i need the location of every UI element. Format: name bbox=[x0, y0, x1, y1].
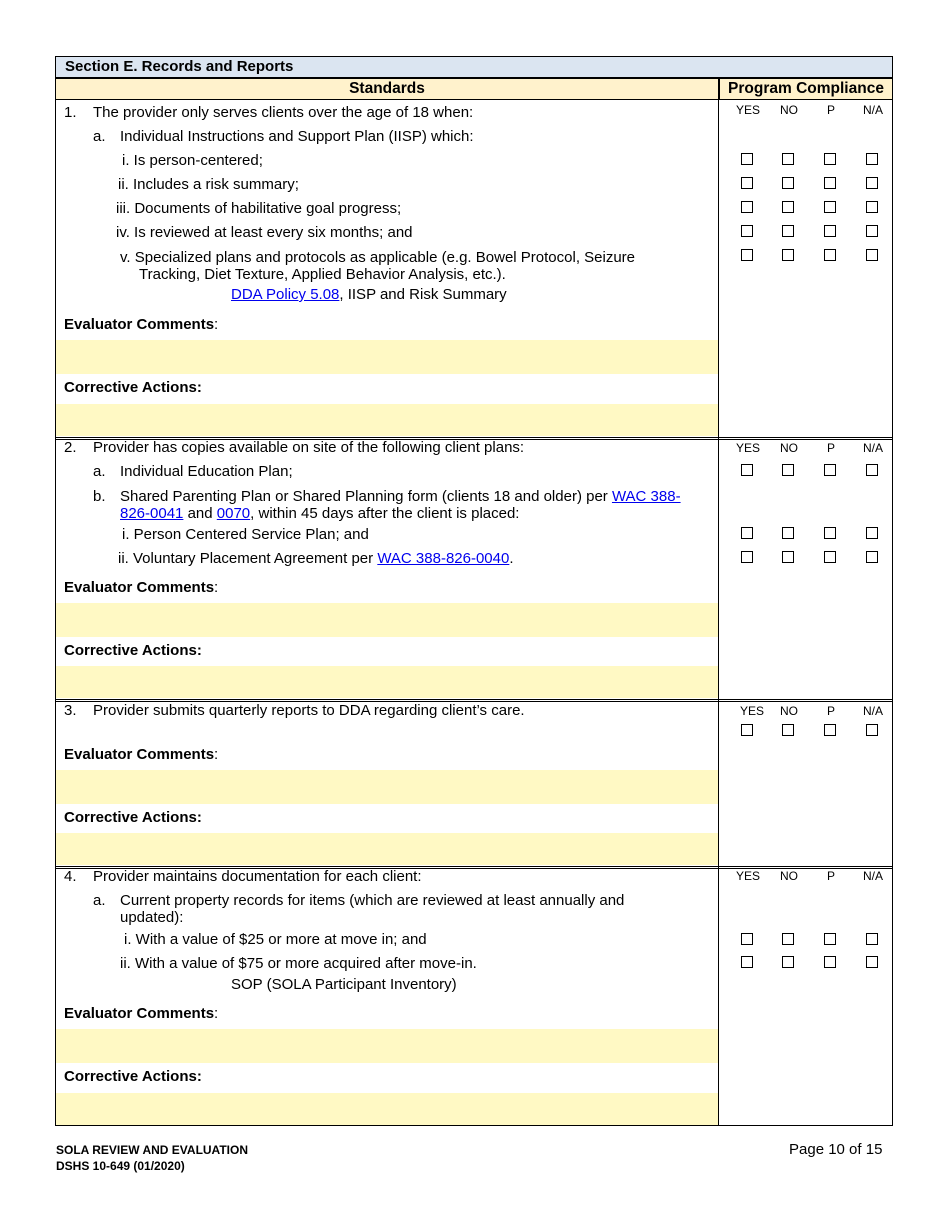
corrective-actions-label-2: Corrective Actions: bbox=[64, 642, 202, 659]
checkbox-1-i-na[interactable] bbox=[866, 153, 878, 165]
checkbox-1-iv-yes[interactable] bbox=[741, 225, 753, 237]
checkbox-1-ii-yes[interactable] bbox=[741, 177, 753, 189]
checkbox-1-v-p[interactable] bbox=[824, 249, 836, 261]
checkbox-2-i-na[interactable] bbox=[866, 527, 878, 539]
item-1a-label: a. bbox=[93, 128, 106, 145]
checkbox-2-ii-yes[interactable] bbox=[741, 551, 753, 563]
checkbox-4-ii-yes[interactable] bbox=[741, 956, 753, 968]
checkbox-4-ii-p[interactable] bbox=[824, 956, 836, 968]
col-p: P bbox=[827, 441, 836, 455]
item-1a-v-line1: v. Specialized plans and protocols as applicable (e.g. Bowel Protocol, Seizure bbox=[120, 249, 636, 266]
item-1a-text: Individual Instructions and Support Plan (IISP) which: bbox=[120, 128, 474, 145]
item-2a-label: a. bbox=[93, 463, 106, 480]
checkbox-3-p[interactable] bbox=[824, 724, 836, 736]
item-2b-label: b. bbox=[93, 488, 106, 505]
checkbox-1-i-yes[interactable] bbox=[741, 153, 753, 165]
corrective-actions-label-1: Corrective Actions: bbox=[64, 379, 202, 396]
footer-form-number: DSHS 10-649 (01/2020) bbox=[56, 1159, 185, 1173]
checkbox-1-iii-p[interactable] bbox=[824, 201, 836, 213]
checkbox-1-iv-p[interactable] bbox=[824, 225, 836, 237]
item-1-text: The provider only serves clients over the age of 18 when: bbox=[93, 104, 474, 121]
checkbox-4-ii-na[interactable] bbox=[866, 956, 878, 968]
item-1a-v-line2: Tracking, Diet Texture, Applied Behavior Analysis, etc.). bbox=[139, 266, 506, 283]
col-yes: YES bbox=[736, 869, 761, 883]
item-2a-text: Individual Education Plan; bbox=[120, 463, 293, 480]
checkbox-2-i-no[interactable] bbox=[782, 527, 794, 539]
evaluator-comments-field-2[interactable] bbox=[56, 603, 718, 637]
corrective-actions-field-2[interactable] bbox=[56, 666, 718, 698]
item-3-number: 3. bbox=[64, 702, 77, 719]
footer-form-title: SOLA REVIEW AND EVALUATION bbox=[56, 1143, 248, 1157]
item-4-reference: SOP (SOLA Participant Inventory) bbox=[231, 976, 457, 993]
item-2-number: 2. bbox=[64, 439, 77, 456]
item-1-number: 1. bbox=[64, 104, 77, 121]
checkbox-1-iii-na[interactable] bbox=[866, 201, 878, 213]
checkbox-1-iii-yes[interactable] bbox=[741, 201, 753, 213]
corrective-actions-field-4[interactable] bbox=[56, 1093, 718, 1125]
item-2-text: Provider has copies available on site of the following client plans: bbox=[93, 439, 525, 456]
col-no: NO bbox=[780, 441, 798, 455]
checkbox-2-a-no[interactable] bbox=[782, 464, 794, 476]
wac-388-826-0040-link[interactable]: WAC 388-826-0040 bbox=[377, 550, 510, 567]
checkbox-4-i-no[interactable] bbox=[782, 933, 794, 945]
corrective-actions-field-1[interactable] bbox=[56, 404, 718, 436]
checkbox-2-i-p[interactable] bbox=[824, 527, 836, 539]
item-2b-line1: Shared Parenting Plan or Shared Planning form (clients 18 and older) per WAC 388- bbox=[120, 488, 681, 505]
page-number: Page 10 of 15 bbox=[789, 1141, 883, 1158]
checkbox-1-ii-no[interactable] bbox=[782, 177, 794, 189]
evaluator-comments-label-2: Evaluator Comments: bbox=[64, 579, 219, 596]
col-no: NO bbox=[780, 869, 798, 883]
checkbox-3-yes[interactable] bbox=[741, 724, 753, 736]
checkbox-1-v-no[interactable] bbox=[782, 249, 794, 261]
checkbox-3-no[interactable] bbox=[782, 724, 794, 736]
item-4a-i: i. With a value of $25 or more at move in; and bbox=[124, 931, 427, 948]
corrective-actions-field-3[interactable] bbox=[56, 833, 718, 865]
standards-header: Standards bbox=[55, 78, 719, 100]
item-3-text: Provider submits quarterly reports to DDA regarding client’s care. bbox=[93, 702, 525, 719]
wac-0070-link[interactable]: 0070 bbox=[216, 505, 251, 522]
section-title: Section E. Records and Reports bbox=[55, 56, 893, 78]
checkbox-4-i-p[interactable] bbox=[824, 933, 836, 945]
item-1a-iv: iv. Is reviewed at least every six months; and bbox=[116, 224, 413, 241]
corrective-actions-label-3: Corrective Actions: bbox=[64, 809, 202, 826]
checkbox-1-ii-p[interactable] bbox=[824, 177, 836, 189]
item-4a-line1: Current property records for items (which are reviewed at least annually and bbox=[120, 892, 625, 909]
item-2b-line2: 826-0041 and 0070, within 45 days after the client is placed: bbox=[120, 505, 520, 522]
checkbox-1-v-na[interactable] bbox=[866, 249, 878, 261]
checkbox-2-ii-no[interactable] bbox=[782, 551, 794, 563]
col-yes: YES bbox=[740, 704, 765, 718]
item-4a-line2: updated): bbox=[120, 909, 184, 926]
checkbox-2-ii-na[interactable] bbox=[866, 551, 878, 563]
col-na: N/A bbox=[863, 869, 884, 883]
wac-388-826-0041-link[interactable]: WAC 388- bbox=[611, 488, 681, 505]
checkbox-1-v-yes[interactable] bbox=[741, 249, 753, 261]
item-4a-ii: ii. With a value of $75 or more acquired after move-in. bbox=[120, 955, 477, 972]
checkbox-4-ii-no[interactable] bbox=[782, 956, 794, 968]
column-divider bbox=[718, 100, 719, 1126]
col-yes: YES bbox=[736, 441, 761, 455]
col-no: NO bbox=[780, 704, 798, 718]
evaluator-comments-field-3[interactable] bbox=[56, 770, 718, 804]
item-1a-iii: iii. Documents of habilitative goal progress; bbox=[116, 200, 402, 217]
evaluator-comments-field-4[interactable] bbox=[56, 1029, 718, 1063]
col-p: P bbox=[827, 103, 836, 117]
col-p: P bbox=[827, 869, 836, 883]
checkbox-1-iii-no[interactable] bbox=[782, 201, 794, 213]
checkbox-2-a-yes[interactable] bbox=[741, 464, 753, 476]
item-1-reference: DDA Policy 5.08, IISP and Risk Summary bbox=[231, 286, 507, 303]
item-4-text: Provider maintains documentation for each client: bbox=[93, 868, 422, 885]
evaluator-comments-field-1[interactable] bbox=[56, 340, 718, 374]
col-na: N/A bbox=[863, 441, 884, 455]
checkbox-1-iv-no[interactable] bbox=[782, 225, 794, 237]
item-1a-i: i. Is person-centered; bbox=[122, 152, 263, 169]
evaluator-comments-label-3: Evaluator Comments: bbox=[64, 746, 219, 763]
wac-388-826-0041-link-cont[interactable]: 826-0041 bbox=[120, 505, 184, 522]
checkbox-2-i-yes[interactable] bbox=[741, 527, 753, 539]
checkbox-2-ii-p[interactable] bbox=[824, 551, 836, 563]
col-yes: YES bbox=[736, 103, 761, 117]
checkbox-1-ii-na[interactable] bbox=[866, 177, 878, 189]
evaluator-comments-label-4: Evaluator Comments: bbox=[64, 1005, 219, 1022]
item-2b-i: i. Person Centered Service Plan; and bbox=[122, 526, 369, 543]
col-p: P bbox=[827, 704, 836, 718]
checkbox-2-a-na[interactable] bbox=[866, 464, 878, 476]
item-4a-label: a. bbox=[93, 892, 106, 909]
item-4-number: 4. bbox=[64, 868, 77, 885]
corrective-actions-label-4: Corrective Actions: bbox=[64, 1068, 202, 1085]
item-2b-ii: ii. Voluntary Placement Agreement per WAC 388-826-0040. bbox=[118, 550, 514, 567]
checkbox-1-i-p[interactable] bbox=[824, 153, 836, 165]
checkbox-2-a-p[interactable] bbox=[824, 464, 836, 476]
compliance-header: Program Compliance bbox=[719, 78, 893, 100]
checkbox-1-iv-na[interactable] bbox=[866, 225, 878, 237]
col-no: NO bbox=[780, 103, 798, 117]
checkbox-1-i-no[interactable] bbox=[782, 153, 794, 165]
evaluator-comments-label-1: Evaluator Comments: bbox=[64, 316, 219, 333]
checkbox-3-na[interactable] bbox=[866, 724, 878, 736]
checkbox-4-i-yes[interactable] bbox=[741, 933, 753, 945]
col-na: N/A bbox=[863, 704, 884, 718]
dda-policy-link[interactable]: DDA Policy 5.08 bbox=[231, 286, 340, 303]
checkbox-4-i-na[interactable] bbox=[866, 933, 878, 945]
item-1a-ii: ii. Includes a risk summary; bbox=[118, 176, 299, 193]
col-na: N/A bbox=[863, 103, 884, 117]
